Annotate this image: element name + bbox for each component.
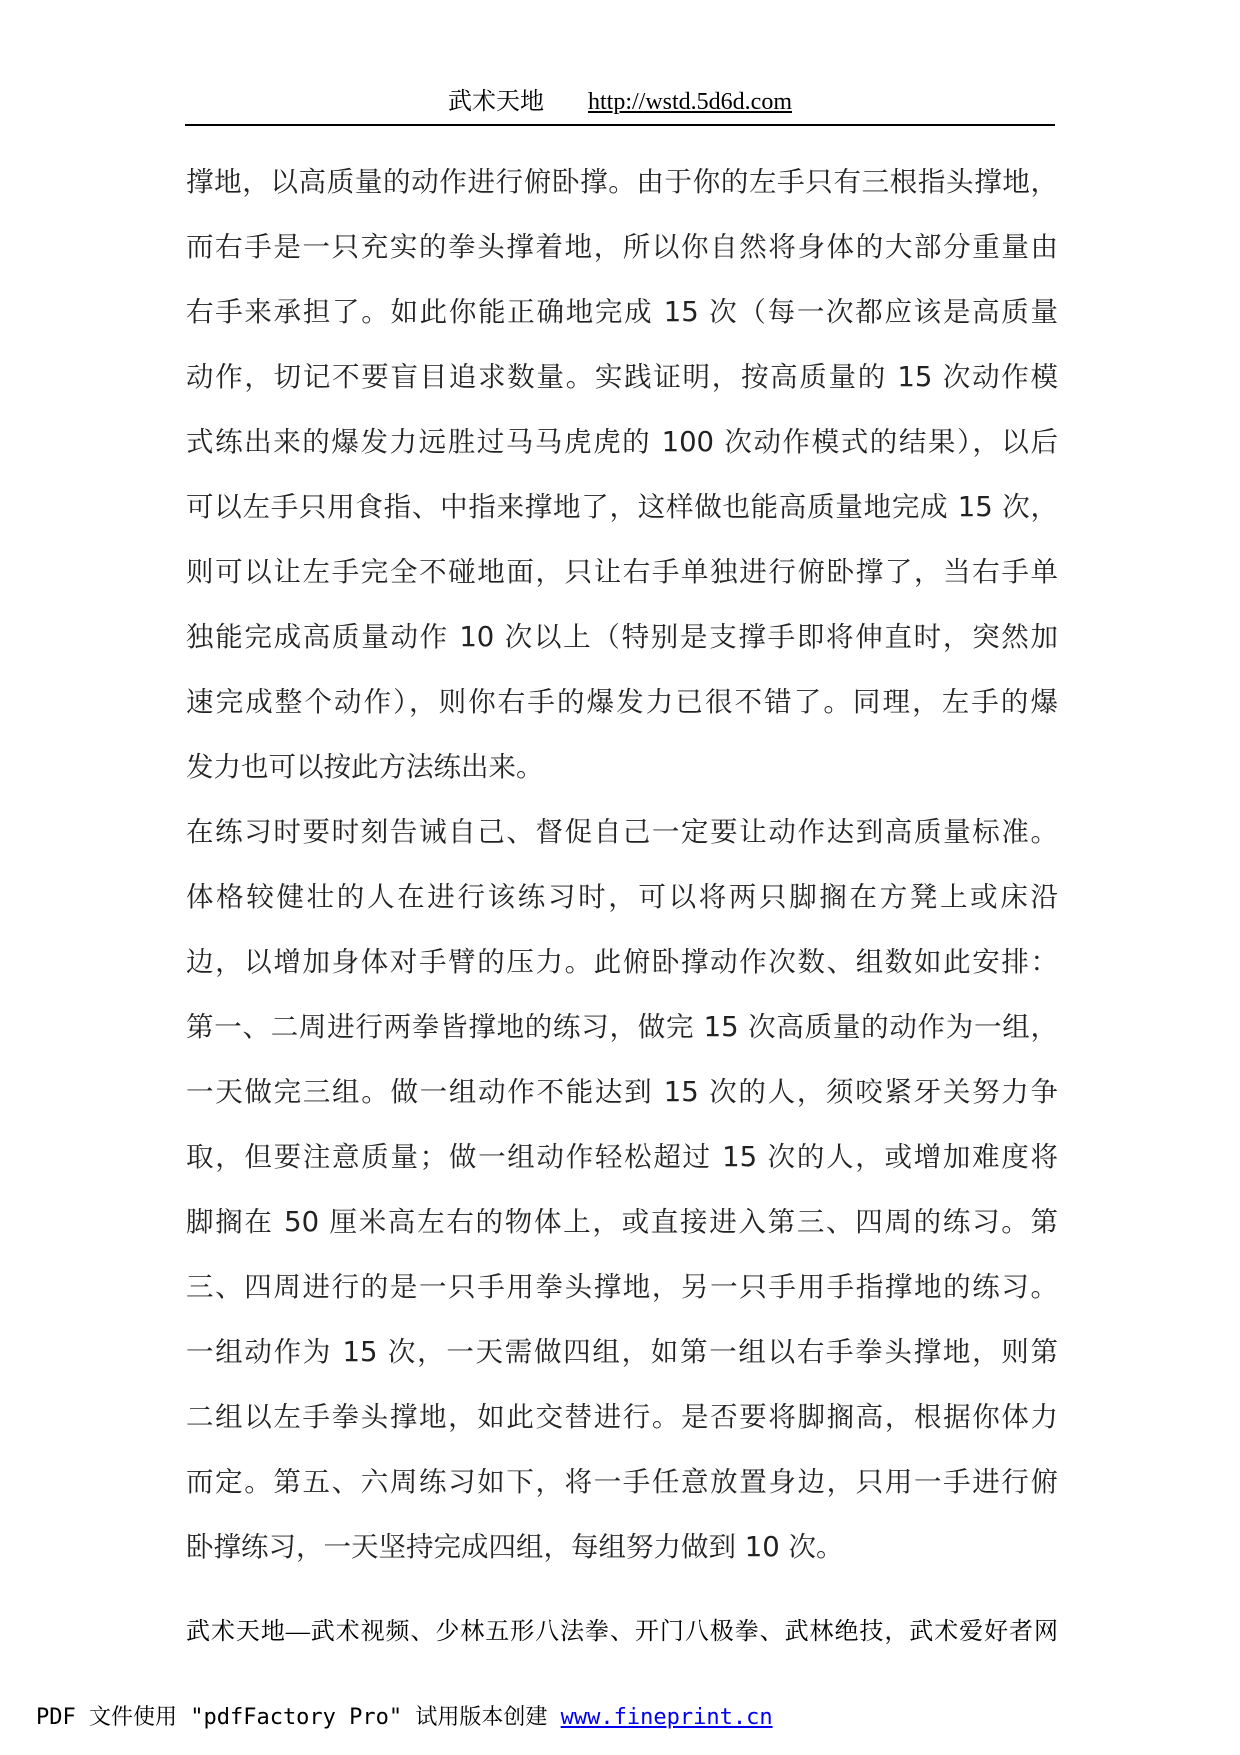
body-line: 而定。第五、六周练习如下，将一手任意放置身边，只用一手进行俯	[186, 1466, 1058, 1498]
body-text	[186, 150, 1058, 1580]
body-line: 三、四周进行的是一只手用拳头撑地，另一只手用手指撑地的练习。	[186, 1271, 1058, 1303]
pdf-creator-note	[36, 1700, 773, 1736]
body-line: 第一、二周进行两拳皆撑地的练习，做完 15 次高质量的动作为一组，	[186, 1011, 1058, 1043]
body-line: 可以左手只用食指、中指来撑地了，这样做也能高质量地完成 15 次，	[186, 491, 1058, 523]
body-line: 在练习时要时刻告诫自己、督促自己一定要让动作达到高质量标准。	[186, 816, 1058, 848]
body-line: 二组以左手拳头撑地，如此交替进行。是否要将脚搁高，根据你体力	[186, 1401, 1058, 1433]
header-site-name: 武术天地	[448, 89, 544, 115]
body-line: 式练出来的爆发力远胜过马马虎虎的 100 次动作模式的结果），以后	[186, 426, 1058, 458]
body-line: 撑地，以高质量的动作进行俯卧撑。由于你的左手只有三根指头撑地，	[186, 166, 1058, 198]
page-footer: 武术天地—武术视频、少林五形八法拳、开门八极拳、武林绝技，武术爱好者网	[186, 1619, 1058, 1645]
body-line: 独能完成高质量动作 10 次以上（特别是支撑手即将伸直时，突然加	[186, 621, 1058, 653]
body-line: 发力也可以按此方法练出来。	[186, 751, 544, 783]
body-line: 体格较健壮的人在进行该练习时，可以将两只脚搁在方凳上或床沿	[186, 881, 1058, 913]
body-line: 脚搁在 50 厘米高左右的物体上，或直接进入第三、四周的练习。第	[186, 1206, 1058, 1238]
body-line: 卧撑练习，一天坚持完成四组，每组努力做到 10 次。	[186, 1531, 844, 1563]
page-header	[185, 84, 1055, 126]
body-line: 一组动作为 15 次，一天需做四组，如第一组以右手拳头撑地，则第	[186, 1336, 1058, 1368]
pdf-note-text: PDF 文件使用 "pdfFactory Pro" 试用版本创建	[36, 1705, 561, 1730]
body-line: 动作，切记不要盲目追求数量。实践证明，按高质量的 15 次动作模	[186, 361, 1058, 393]
pdf-note-link[interactable]: www.fineprint.cn	[560, 1705, 773, 1730]
body-line: 速完成整个动作），则你右手的爆发力已很不错了。同理，左手的爆	[186, 686, 1058, 718]
body-line: 则可以让左手完全不碰地面，只让右手单独进行俯卧撑了，当右手单	[186, 556, 1058, 588]
body-line: 取，但要注意质量；做一组动作轻松超过 15 次的人，或增加难度将	[186, 1141, 1058, 1173]
body-line: 右手来承担了。如此你能正确地完成 15 次（每一次都应该是高质量	[186, 296, 1058, 328]
body-line: 而右手是一只充实的拳头撑着地，所以你自然将身体的大部分重量由	[186, 231, 1058, 263]
header-site-url[interactable]: http://wstd.5d6d.com	[588, 89, 792, 115]
body-line: 一天做完三组。做一组动作不能达到 15 次的人，须咬紧牙关努力争	[186, 1076, 1058, 1108]
body-line: 边，以增加身体对手臂的压力。此俯卧撑动作次数、组数如此安排：	[186, 946, 1058, 978]
